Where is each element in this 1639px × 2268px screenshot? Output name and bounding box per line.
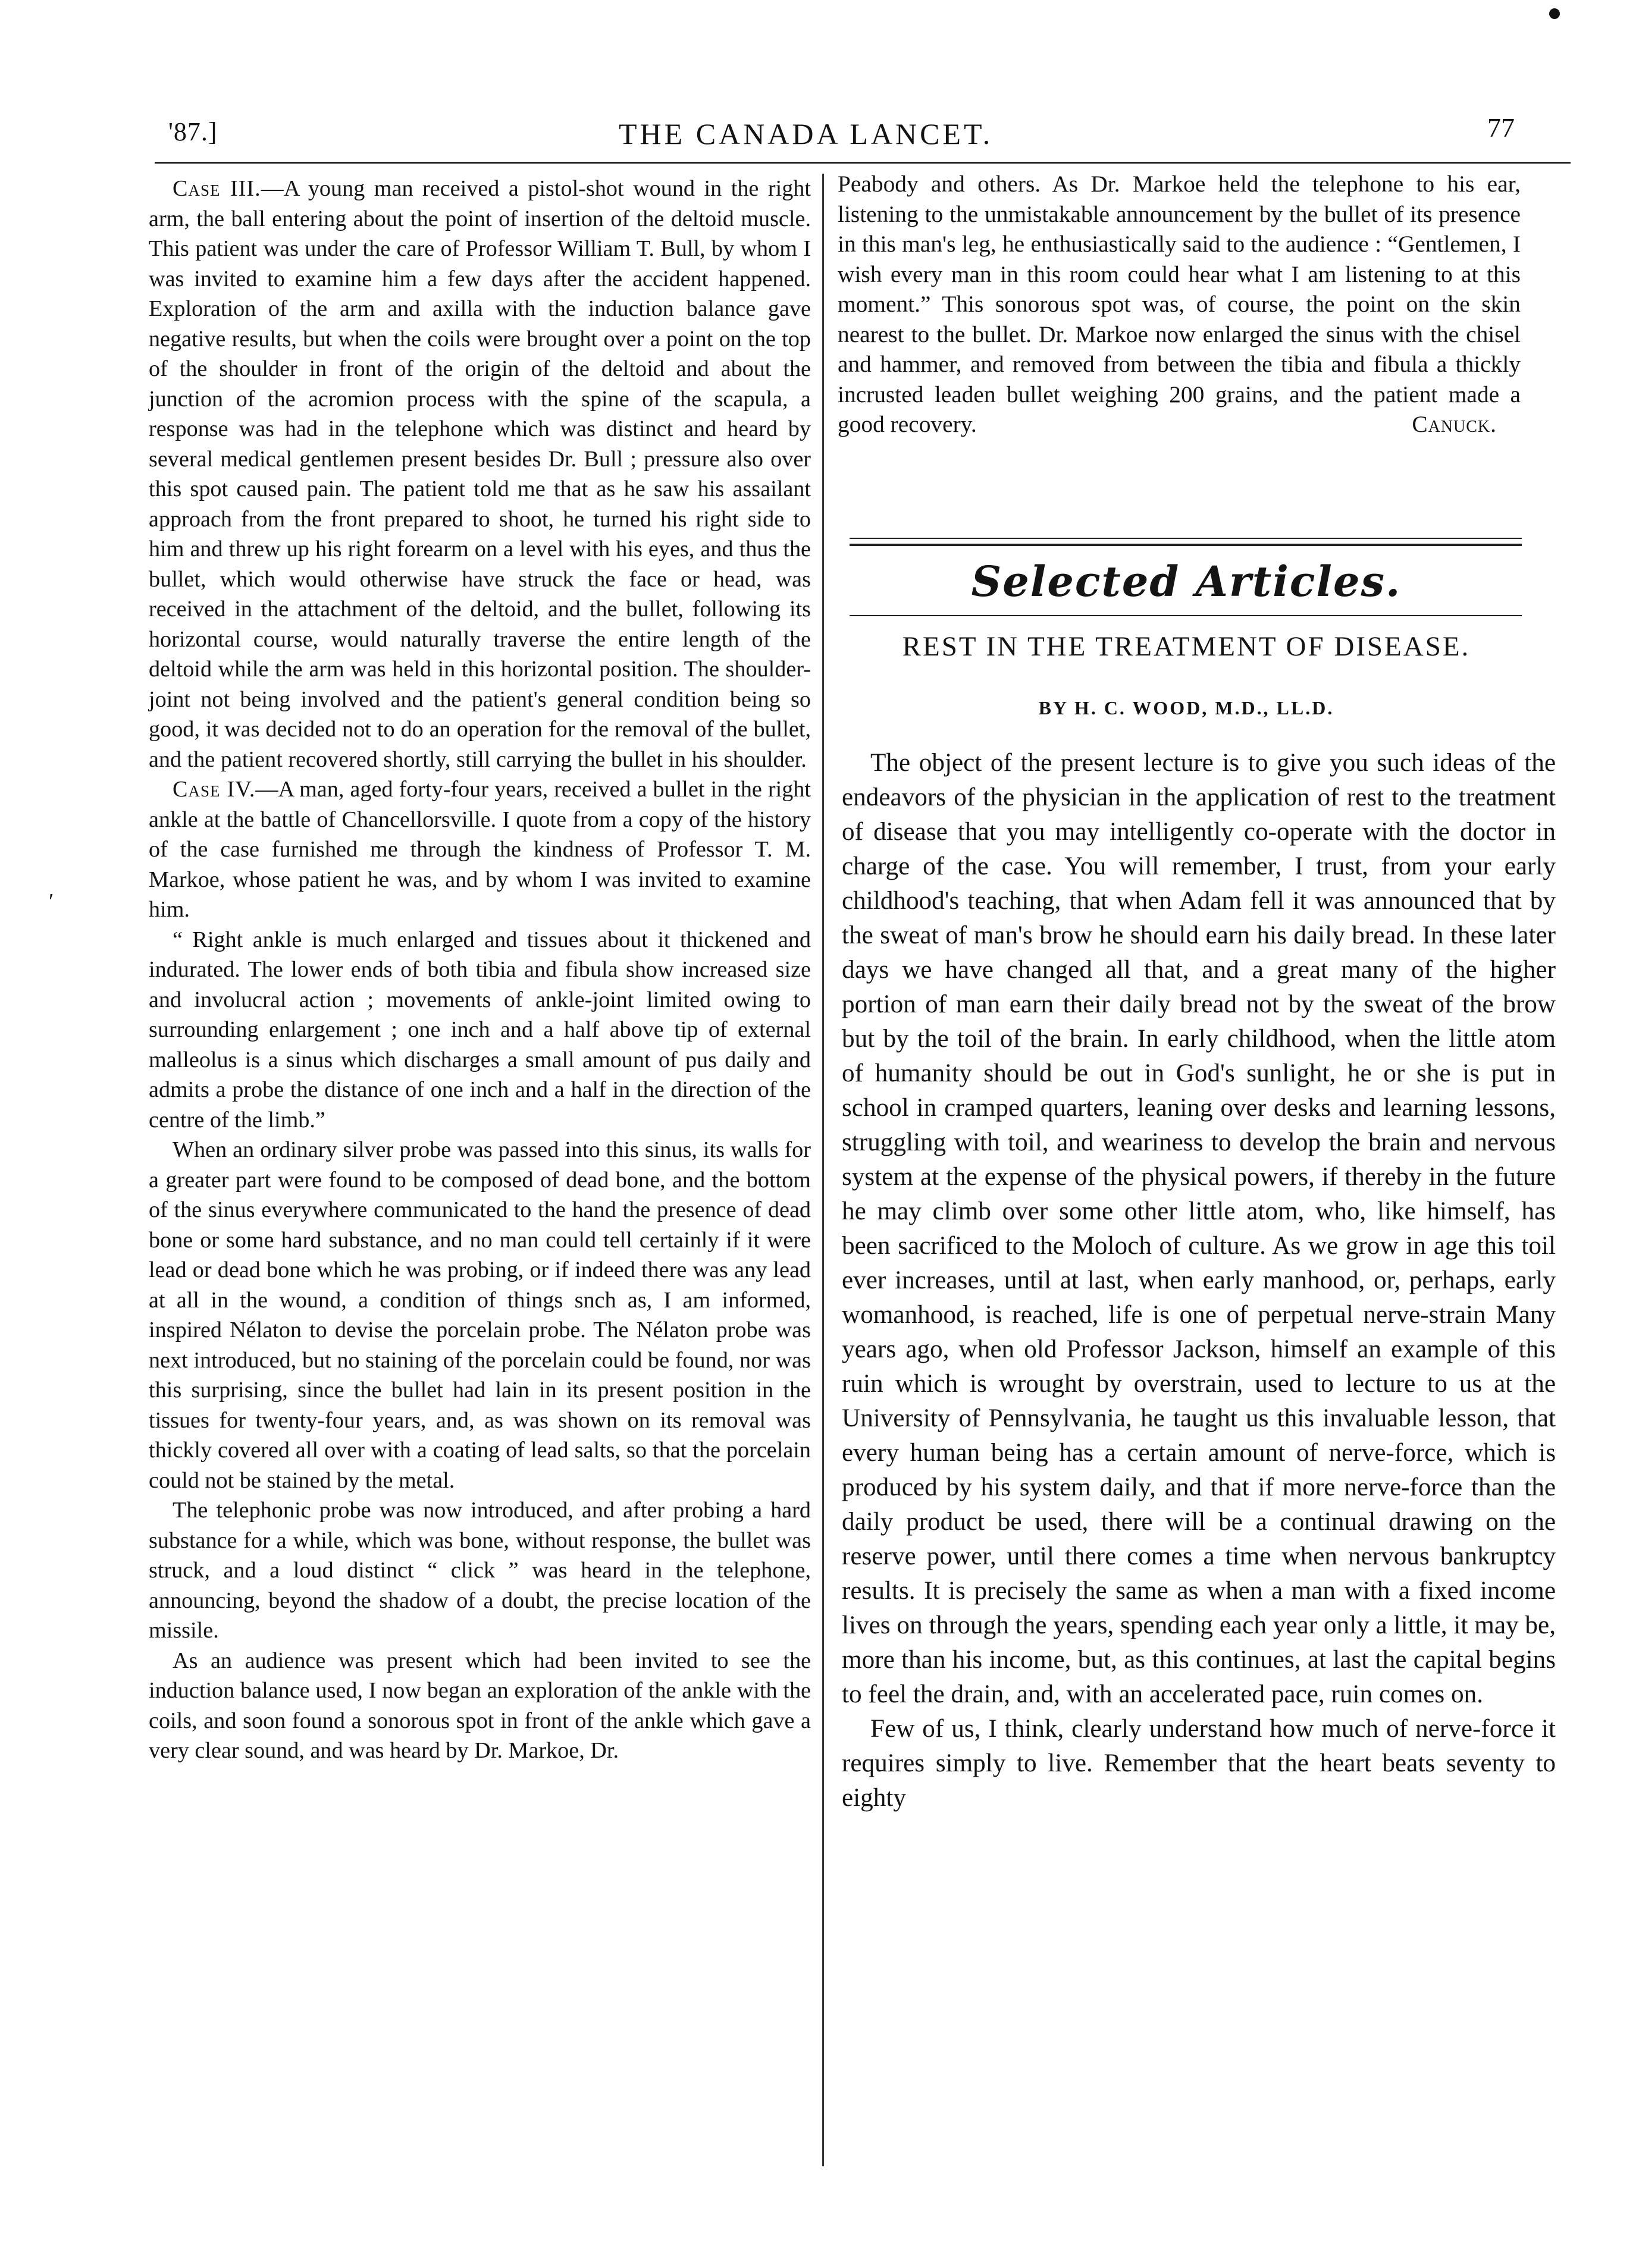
case-4-label: Case IV.: [173, 777, 256, 802]
left-column: [149, 174, 811, 1766]
case-4-text: —A man, aged forty-four years, received a bullet in the right ankle at the battle of Chancellorsville. I quote from a copy of the history of the case furnished me through the kindness of Professor T. M. Markoe, whose patient he was, and by whom I was invited to examine him.: [149, 777, 811, 922]
continuation-text: Peabody and others. As Dr. Markoe held the telephone to his ear, listening to the unmistakable announcement by the bullet of its presence in this man's leg, he enthusiastically said to the audience : “Gentlemen, I wish every man in this room could hear what I am listening to at this moment.” This sonorous spot was, of course, the point on the skin nearest to the bullet. Dr. Markoe now enlarged the sinus with the chisel and hammer, and removed from between the tibia and fibula a thickly incrusted leaden bullet weighing 200 grains, and the patient made a good recovery.: [838, 171, 1521, 437]
article-byline: BY H. C. WOOD, M.D., LL.D.: [1038, 697, 1334, 719]
audience-paragraph: As an audience was present which had been invited to see the induction balance used, I now began an exploration of the ankle with the coils, and soon found a sonorous spot in front of the ankle which gave a very clear sound, and was heard by Dr. Markoe, Dr.: [149, 1648, 811, 1763]
journal-title: THE CANADA LANCET.: [619, 117, 994, 150]
case-3-paragraph: [149, 174, 811, 774]
margin-mark: ʹ: [49, 889, 54, 914]
telephonic-probe-paragraph: The telephonic probe was now introduced, and after probing a hard substance for a while, which was bone, without response, the bullet was struck, and a loud distinct “ click ” was heard in the telephone, announcing, beyond the shadow of a doubt, the precise location of the missile.: [149, 1498, 811, 1643]
article-paragraph: Few of us, I think, clearly understand how much of nerve-force it requires simply to live. Remember that the heart beats seventy to eighty: [842, 1715, 1556, 1812]
signature: Canuck.: [1412, 411, 1497, 437]
section-heading: Selected Articles.: [971, 557, 1402, 606]
case-3-text: —A young man received a pistol-shot wound in the right arm, the ball entering about the point of insertion of the deltoid muscle. This patient was under the care of Professor William T. Bull, by whom I was invited to examine him a few days after the accident happened. Exploration of the arm and axilla with the induction balance gave negative results, but when the coils were brought over a point on the top of the shoulder in front of the origin of the deltoid and about the junction of the acromion process with the spine of the scapula, a response was had in the telephone which was distinct and heard by several medical gentlemen present besides Dr. Bull ; pressure also over this spot caused pain. The patient told me that as he saw his assailant approach from the front prepared to shoot, he turned his right side to him and threw up his right forearm on a level with his eyes, and thus the bullet, which would otherwise have struck the face or head, was received in the attachment of the deltoid, and the bullet, following its horizontal course, would naturally traverse the entire length of the deltoid while the arm was held in this horizontal position. The shoulder-joint not being involved and the patient's general condition being so good, it was decided not to do an operation for the removal of the bullet, and the patient recovered shortly, still carrying the bullet in his shoulder.: [149, 176, 811, 772]
header-rule: [155, 162, 1571, 164]
case-3-label: Case III.: [173, 176, 261, 201]
right-column-continuation: [838, 169, 1521, 440]
article-title: REST IN THE TREATMENT OF DISEASE.: [902, 631, 1471, 662]
article-body: [842, 746, 1556, 1815]
article-paragraph: The object of the present lecture is to give you such ideas of the endeavors of the physician in the application of rest to the treatment of disease that you may intelligently co-operate with the doctor in charge of the case. You will remember, I trust, from your early childhood's teaching, that when Adam fell it was announced that by the sweat of man's brow he should earn his daily bread. In these later days we have changed all that, and a great many of the higher portion of man earn their daily bread not by the sweat of the brow but by the toil of the brain. In early childhood, when the little atom of humanity should be out in God's sunlight, he or she is put in school in cramped quarters, leaning over desks and learning lessons, struggling with toil, and weariness to develop the brain and nervous system at the expense of the physical powers, if thereby in the future he may climb over some other little atom, who, like himself, has been sacrificed to the Moloch of culture. As we grow in age this toil ever increases, until at last, when early manhood, or, perhaps, early womanhood, is reached, life is one of perpetual nerve-strain Many years ago, when old Professor Jackson, himself an example of this ruin which is wrought by overstrain, used to lecture to us at the University of Pennsylvania, he taught us this invaluable lesson, that every human being has a certain amount of nerve-force, which is produced by his system daily, and that if more nerve-force than the daily product be used, there will be a continual drawing on the reserve power, until there comes a time when nervous bankruptcy results. It is precisely the same as when a man with a fixed income lives on through the years, spending each year only a little, it may be, more than his income, but, as this continues, at last the capital begins to feel the drain, and, with an accelerated pace, ruin comes on.: [842, 749, 1556, 1708]
page-number: 77: [1487, 112, 1515, 143]
case-history-quote: “ Right ankle is much enlarged and tissues about it thickened and indurated. The lower ends of both tibia and fibula show increased size and involucral action ; movements of ankle-joint limited owing to surrounding enlargement ; one inch and a half above tip of external malleolus is a sinus which discharges a small amount of pus daily and admits a probe the distance of one inch and a half in the direction of the centre of the limb.”: [149, 927, 811, 1133]
ink-blot: [1549, 8, 1560, 19]
column-divider: [822, 174, 824, 2166]
section-rule-thick: [850, 544, 1522, 546]
section-rule-thin: [850, 538, 1522, 539]
header-year: '87.]: [168, 117, 218, 146]
section-rule-bottom: [850, 615, 1522, 616]
continuation-paragraph: [838, 169, 1521, 440]
silver-probe-paragraph: When an ordinary silver probe was passed into this sinus, its walls for a greater part were found to be composed of dead bone, and the bottom of the sinus everywhere communicated to the hand the presence of dead bone or some hard substance, and no man could tell certainly if it were lead or dead bone which he was probing, or if indeed there was any lead at all in the wound, a condition of things snch as, I am informed, inspired Nélaton to devise the porcelain probe. The Nélaton probe was next introduced, but no staining of the porcelain could be found, nor was this surprising, since the bullet had lain in its present position in the tissues for twenty-four years, and, as was shown on its removal was thickly covered all over with a coating of lead salts, so that the porcelain could not be stained by the metal.: [149, 1137, 811, 1493]
case-4-paragraph: [149, 774, 811, 925]
